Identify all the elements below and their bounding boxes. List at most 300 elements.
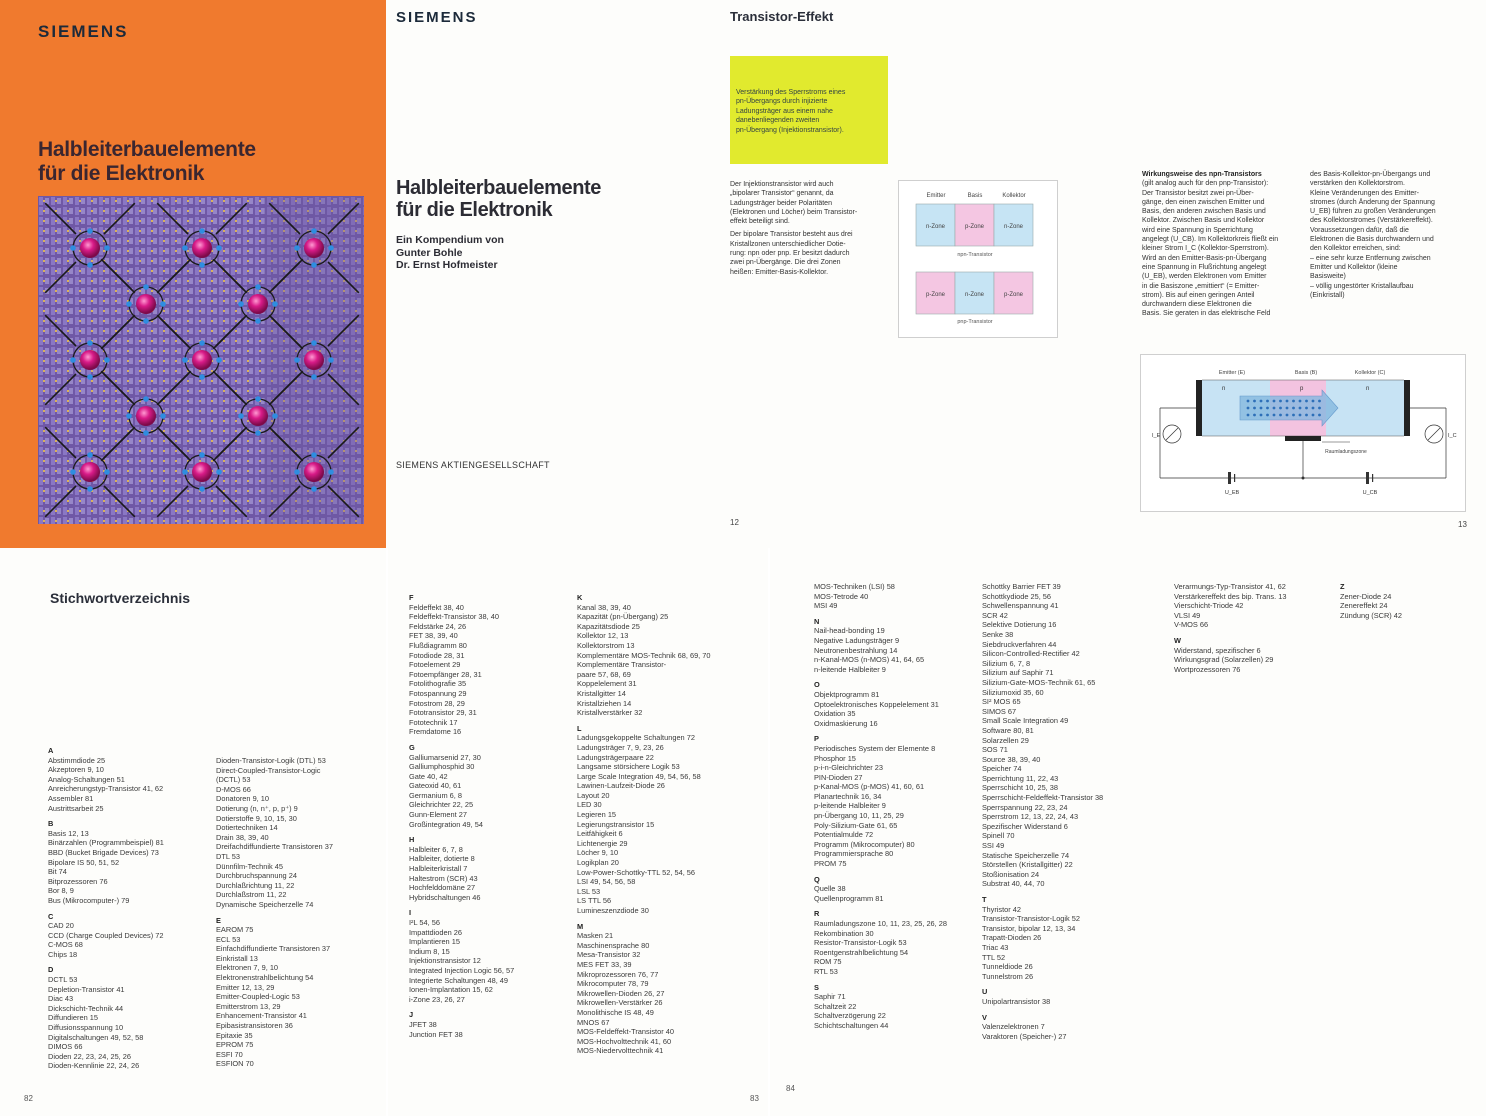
index-entry: Transistor-Transistor-Logik 52 [982, 914, 1081, 924]
index-entry: Injektionstransistor 12 [409, 956, 481, 966]
index-entry: Großintegration 49, 54 [409, 819, 483, 829]
index-entry: Programm (Mikrocomputer) 80 [814, 839, 915, 849]
index-entry: Hybridschaltungen 46 [409, 892, 481, 902]
index-entry: Kanal 38, 39, 40 [577, 602, 631, 612]
index-entry: Hochfelddomäne 27 [409, 883, 476, 893]
index-entry: Chips 18 [48, 949, 78, 959]
index-entry: Potentialmulde 72 [814, 830, 874, 840]
index-entry: Assembler 81 [48, 793, 94, 803]
index-entry: Einkristall 13 [216, 953, 258, 963]
electron-dot [1292, 414, 1295, 417]
valence-electron [199, 452, 205, 458]
index-entry: MSI 49 [814, 601, 838, 611]
electron-dot [1299, 407, 1302, 410]
index-entry: Ionen-Implantation 15, 62 [409, 985, 493, 995]
electron-dot [1260, 407, 1263, 410]
index-entry: n-Kanal-MOS (n-MOS) 41, 64, 65 [814, 655, 925, 665]
index-entry: Source 38, 39, 40 [982, 754, 1041, 764]
index-entry: Dotiertechniken 14 [216, 823, 278, 833]
electron-dot [1318, 400, 1321, 403]
index-entry: Dioden-Transistor-Logik (DTL) 53 [216, 756, 326, 765]
index-entry: Mikrowellen-Verstärker 26 [577, 998, 663, 1008]
index-entry: Digitalschaltungen 49, 52, 58 [48, 1032, 144, 1042]
electron-dot [1286, 400, 1289, 403]
electron-dot [1247, 407, 1250, 410]
author-line-2: Gunter Bohle [396, 246, 463, 259]
valence-electron [311, 374, 317, 380]
valence-electron [160, 301, 166, 307]
index-entry: Negative Ladungsträger 9 [814, 635, 900, 645]
index-entry: paare 57, 68, 69 [577, 669, 631, 679]
index-entry: Junction FET 38 [409, 1029, 463, 1039]
electron-dot [1318, 407, 1321, 410]
atom-core [192, 462, 212, 482]
index-entry: Varaktoren (Speicher-) 27 [982, 1031, 1067, 1041]
index-entry: Planartechnik 16, 34 [814, 791, 882, 801]
index-entry: Selektive Dotierung 16 [982, 620, 1057, 630]
index-entry: Schottkydiode 25, 56 [982, 591, 1052, 601]
electron-dot [1279, 407, 1282, 410]
body-line: Der Injektionstransistor wird auch [730, 181, 834, 188]
body-line: angelegt (U_CB). Im Kollektorkreis fließt ein [1142, 236, 1279, 244]
valence-electron [311, 340, 317, 346]
index-entry: Bor 8, 9 [48, 886, 74, 896]
body-line: zwei pn-Übergänge. Die drei Zonen [730, 259, 841, 267]
index-entry: Maschinensprache 80 [577, 940, 650, 950]
atom-core [192, 350, 212, 370]
index-letter-heading: O [814, 680, 820, 690]
index-letter-heading: A [48, 746, 54, 755]
index-letter-heading: S [814, 982, 819, 992]
index-entry: Periodisches System der Elemente 8 [814, 743, 936, 753]
index-entry: Dünnfilm-Technik 45 [216, 861, 283, 871]
body-line: strom). Bis auf einen geringen Anteil [1142, 291, 1255, 299]
index-column-5 [814, 582, 947, 1031]
index-entry: Austrittsarbeit 25 [48, 803, 104, 813]
valence-electron [294, 469, 300, 475]
valence-electron [199, 228, 205, 234]
index-entry: MOS-Techniken (LSI) 58 [814, 582, 895, 591]
page-12-heading: Transistor-Effekt [730, 9, 834, 24]
index-entry: BBD (Bucket Brigade Devices) 73 [48, 847, 159, 857]
index-entry: Stoßionisation 24 [982, 869, 1040, 879]
index-entry: pn-Übergang 10, 11, 25, 29 [814, 811, 904, 821]
index-entry: Resistor-Transistor-Logik 53 [814, 938, 907, 948]
index-entry: Fototechnik 17 [409, 717, 458, 727]
index-entry: Feldstärke 24, 26 [409, 621, 467, 631]
index-entry: Programmiersprache 80 [814, 849, 894, 859]
body-line: verstärken den Kollektorstrom. [1310, 180, 1405, 188]
index-entry: Integrierte Schaltungen 48, 49 [409, 975, 509, 985]
raumladung-label: Raumladungszone [1325, 449, 1367, 455]
index-entry: Sperrschicht 10, 25, 38 [982, 783, 1059, 793]
index-letter-heading: C [48, 911, 54, 921]
body-line: rung: npn oder pnp. Er besitzt dadurch [730, 250, 850, 258]
body-line: durchwandern diese Elektronen die [1142, 301, 1252, 309]
index-entry: SOS 71 [982, 745, 1008, 755]
index-entry: Haltestrom (SCR) 43 [409, 873, 478, 883]
index-entry: Poly-Silizium-Gate 61, 65 [814, 820, 898, 830]
index-entry: Silicon-Controlled-Rectifier 42 [982, 649, 1080, 659]
index-entry: Triac 43 [982, 942, 1009, 952]
index-entry: Galliumphosphid 30 [409, 762, 475, 772]
index-entry: Lumineszenzdiode 30 [577, 906, 649, 915]
index-entry: Fotostrom 28, 29 [409, 698, 465, 708]
index-entry: Ladungsträger 7, 9, 23, 26 [577, 742, 664, 752]
electron-dot [1312, 414, 1315, 417]
index-entry: Donatoren 9, 10 [216, 794, 270, 804]
atom-core [248, 406, 268, 426]
index-entry: Einfachdiffundierte Transistoren 37 [216, 944, 331, 954]
index-entry: Durchlaßstrom 11, 22 [216, 890, 287, 900]
index-entry: Small Scale Integration 49 [982, 716, 1069, 726]
index-entry: Roentgenstrahlbelichtung 54 [814, 947, 909, 957]
index-entry: Fotoelement 29 [409, 660, 461, 670]
index-entry: Quelle 38 [814, 884, 846, 894]
index-entry: MOS-Feldeffekt-Transistor 40 [577, 1027, 674, 1037]
index-entry: Sperrschicht-Feldeffekt-Transistor 38 [982, 793, 1104, 803]
index-entry: SIMOS 67 [982, 706, 1017, 716]
index-entry: Kapazitätsdiode 25 [577, 621, 640, 631]
valence-electron [199, 340, 205, 346]
index-entry: Durchbruchspannung 24 [216, 871, 297, 881]
definition-line: danebenliegenden zweiten [736, 117, 820, 125]
valence-electron [104, 357, 110, 363]
index-letter-heading: J [409, 1010, 414, 1020]
index-entry: Mesa-Transistor 32 [577, 950, 641, 960]
body-line: gänge, den einen zwischen Emitter und [1142, 198, 1265, 206]
atom-core [80, 462, 100, 482]
page-13 [1098, 0, 1486, 548]
valence-electron [70, 469, 76, 475]
electron-dot [1266, 400, 1269, 403]
atom-core [136, 406, 156, 426]
index-entry: Kapazität (pn-Übergang) 25 [577, 612, 669, 622]
index-entry: Indium 8, 15 [409, 946, 450, 956]
index-entry: n-leitende Halbleiter 9 [814, 664, 886, 674]
index-entry: Masken 21 [577, 931, 614, 941]
index-entry: Emitterstrom 13, 29 [216, 1001, 281, 1011]
index-entry: Phosphor 15 [814, 753, 856, 763]
index-entry: Dickschicht-Technik 44 [48, 1003, 124, 1013]
body-line: Basis. Sie geraten in das elektrische Feld [1142, 310, 1271, 318]
index-entry: Direct-Coupled-Transistor-Logic [216, 765, 321, 775]
page-13-right-text [1310, 170, 1480, 300]
index-entry: Silizium-Gate-MOS-Technik 61, 65 [982, 677, 1096, 687]
index-entry: Gleichrichter 22, 25 [409, 800, 474, 810]
valence-electron [311, 452, 317, 458]
valence-electron [311, 262, 317, 268]
index-entry: Akzeptoren 9, 10 [48, 765, 104, 775]
definition-line: Ladungsträger aus einem nahe [736, 107, 833, 115]
atom-core [192, 238, 212, 258]
index-entry: Spinell 70 [982, 831, 1015, 841]
body-line: Voraussetzungen dafür, daß die [1310, 226, 1409, 234]
index-entry: Trapatt-Dioden 26 [982, 933, 1042, 943]
valence-electron [255, 284, 261, 290]
index-entry: Substrat 40, 44, 70 [982, 879, 1045, 889]
index-letter-heading: I [409, 908, 412, 918]
atom-core [304, 350, 324, 370]
valence-electron [104, 469, 110, 475]
electron-dot [1279, 414, 1282, 417]
body-line: kleiner Strom I_C (Kollektor-Sperrstrom). [1142, 245, 1269, 253]
valence-electron [216, 469, 222, 475]
index-entry: Mikrowellen-Dioden 26, 27 [577, 988, 665, 998]
index-entry: Neutronenbestrahlung 14 [814, 645, 898, 655]
index-entry: Schaltverzögerung 22 [814, 1011, 886, 1021]
title-page-title [396, 177, 601, 221]
index-entry: Ladungsträgerpaare 22 [577, 752, 654, 762]
index-entry: Anreicherungstyp-Transistor 41, 62 [48, 784, 164, 794]
index-entry: CAD 20 [48, 921, 74, 931]
label-kollektor: Kollektor [1002, 193, 1026, 199]
index-entry: Unipolartransistor 38 [982, 996, 1051, 1006]
definition-line: pn-Übergangs durch injizierte [736, 98, 828, 106]
electron-dot [1286, 407, 1289, 410]
label-emitter-e: Emitter (E) [1218, 370, 1246, 376]
valence-electron [255, 318, 261, 324]
index-entry: Siliziumoxid 35, 60 [982, 687, 1044, 697]
index-letter-heading: T [982, 895, 987, 904]
index-entry: Speicher 74 [982, 764, 1022, 774]
body-line: Emitter und Kollektor (kleine [1310, 263, 1398, 271]
zone-label: p-Zone [1003, 292, 1024, 298]
npn-label: npn-Transistor [957, 252, 993, 258]
body-line: heißen: Emitter-Basis-Kollektor. [730, 268, 829, 276]
index-entry: Diac 43 [48, 994, 74, 1004]
index-entry: Siebdruckverfahren 44 [982, 639, 1057, 649]
index-entry: Drain 38, 39, 40 [216, 832, 269, 842]
index-letter-heading: P [814, 734, 819, 744]
index-entry: Fremdatome 16 [409, 727, 462, 737]
valence-electron [126, 301, 132, 307]
index-column-2 [216, 756, 333, 1069]
index-letter-heading: R [814, 909, 820, 919]
author-line-3: Dr. Ernst Hofmeister [396, 259, 498, 271]
index-entry: p-Kanal-MOS (p-MOS) 41, 60, 61 [814, 782, 925, 792]
index-entry: Nail-head-bonding 19 [814, 626, 885, 636]
index-column-8 [1340, 582, 1402, 620]
current-ie: I_E [1152, 433, 1161, 439]
index-entry: MES FET 33, 39 [577, 959, 632, 969]
index-entry: Sperrstrom 12, 13, 22, 24, 43 [982, 812, 1079, 822]
page-number-83: 83 [750, 1094, 759, 1103]
index-entry: ESFION 70 [216, 1059, 254, 1069]
index-entry: Flußdiagramm 80 [409, 640, 467, 650]
electron-dot [1286, 414, 1289, 417]
index-entry: Solarzellen 29 [982, 735, 1029, 745]
index-entry: Feldeffekt 38, 40 [409, 602, 464, 612]
index-entry: Kristallverstärker 32 [577, 708, 643, 718]
index-entry: Gunn-Element 27 [409, 810, 467, 820]
index-entry: Sperrspannung 22, 23, 24 [982, 802, 1068, 812]
index-letter-heading: N [814, 616, 820, 626]
valence-electron [182, 357, 188, 363]
index-entry: Silizium 6, 7, 8 [982, 658, 1031, 668]
index-entry: p-i-n-Gleichrichter 23 [814, 763, 884, 773]
index-entry: Monolithische IS 48, 49 [577, 1007, 654, 1017]
electron-dot [1305, 407, 1308, 410]
index-entry: Fotolithografie 35 [409, 679, 467, 689]
index-entry: Schottky Barrier FET 39 [982, 582, 1061, 591]
index-entry: Schwellenspannung 41 [982, 601, 1059, 611]
valence-electron [199, 262, 205, 268]
transistor-circuit-diagram [1140, 354, 1466, 512]
electron-dot [1299, 400, 1302, 403]
electron-dot [1273, 414, 1276, 417]
electron-dot [1247, 414, 1250, 417]
valence-electron [87, 228, 93, 234]
electron-dot [1299, 414, 1302, 417]
index-entry: MOS-Hochvolttechnik 41, 60 [577, 1036, 672, 1046]
valence-electron [182, 245, 188, 251]
index-entry: Bit 74 [48, 867, 67, 877]
index-entry: Lichtenergie 29 [577, 838, 628, 848]
index-entry: Zenereffekt 24 [1340, 601, 1388, 611]
index-entry: Langsame störsichere Logik 53 [577, 762, 680, 772]
index-entry: Software 80, 81 [982, 725, 1034, 735]
index-entry: Basis 12, 13 [48, 828, 89, 838]
index-letter-heading: L [577, 723, 582, 733]
label-basis-b: Basis (B) [1294, 370, 1318, 376]
index-entry: Spezifischer Widerstand 6 [982, 821, 1068, 831]
atom-core [304, 462, 324, 482]
index-entry: DIMOS 66 [48, 1042, 83, 1052]
body-line: (Elektronen und Löcher) beim Transistor- [730, 208, 858, 216]
valence-electron [87, 486, 93, 492]
body-line: Kollektor. Zwischen Basis und Kollektor [1142, 217, 1265, 225]
index-entry: Verarmungs-Typ-Transistor 41, 62 [1174, 582, 1286, 591]
index-entry: Fotodiode 28, 31 [409, 650, 465, 660]
index-letter-heading: H [409, 835, 415, 845]
zone-label: p-Zone [925, 292, 946, 298]
atom-core [304, 238, 324, 258]
index-letter-heading: M [577, 921, 584, 931]
index-entry: MNOS 67 [577, 1017, 610, 1027]
index-entry: SCR 42 [982, 610, 1008, 620]
valence-electron [143, 318, 149, 324]
electron-dot [1266, 407, 1269, 410]
electron-dot [1318, 414, 1321, 417]
index-entry: Fotospannung 29 [409, 688, 467, 698]
index-entry: SSI 49 [982, 841, 1005, 851]
zone-n-left: n [1222, 386, 1226, 392]
index-entry: Impattdioden 26 [409, 927, 463, 937]
page-12 [714, 0, 1098, 548]
index-entry: Zener-Diode 24 [1340, 591, 1392, 601]
index-entry: Bipolare IS 50, 51, 52 [48, 857, 120, 867]
index-letter-heading: G [409, 742, 415, 752]
index-entry: Senke 38 [982, 629, 1014, 639]
valence-electron [143, 396, 149, 402]
index-entry: LS TTL 56 [577, 896, 612, 906]
index-entry: Integrated Injection Logic 56, 57 [409, 965, 515, 975]
index-entry: Dioden-Kennlinie 22, 24, 26 [48, 1061, 140, 1071]
body-line: in die Basiszone „emittiert“ (= Emitter- [1142, 282, 1260, 290]
page-number-12: 12 [730, 518, 739, 527]
voltage-ucb: U_CB [1362, 490, 1378, 496]
index-entry: Saphir 71 [814, 992, 846, 1002]
index-entry: ROM 75 [814, 957, 842, 967]
index-entry: Halbleiter, dotierte 8 [409, 854, 475, 864]
electron-dot [1312, 407, 1315, 410]
valence-electron [199, 486, 205, 492]
index-letter-heading: Z [1340, 582, 1345, 591]
index-entry: Tunneldiode 26 [982, 962, 1033, 972]
page-number-82: 82 [24, 1094, 33, 1103]
body-line: Kleine Veränderungen des Emitter- [1310, 189, 1419, 197]
valence-electron [272, 301, 278, 307]
index-entry: DTL 53 [216, 851, 240, 861]
index-entry: Logikplan 20 [577, 858, 619, 868]
index-entry: Statische Speicherzelle 74 [982, 850, 1070, 860]
title-page-authors [396, 234, 504, 272]
title-page [386, 0, 714, 548]
index-entry: Epitaxie 35 [216, 1030, 253, 1040]
index-entry: SI² MOS 65 [982, 697, 1021, 707]
index-entry: C-MOS 68 [48, 940, 83, 950]
page-13-left-text [1142, 179, 1306, 318]
index-letter-heading: V [982, 1012, 987, 1022]
index-entry: VLSI 49 [1174, 610, 1201, 620]
index-column-7 [1174, 582, 1286, 674]
index-entry: EPROM 75 [216, 1040, 254, 1050]
definition-line: Verstärkung des Sperrstroms eines [736, 89, 846, 96]
index-entry: Elektronenstrahlbelichtung 54 [216, 973, 314, 983]
electron-dot [1305, 414, 1308, 417]
zone-label: p-Zone [964, 224, 985, 230]
index-entry: Kristallziehen 14 [577, 698, 632, 708]
index-entry: Implantieren 15 [409, 937, 460, 947]
valence-electron [255, 396, 261, 402]
atom-core [248, 294, 268, 314]
voltage-ueb: U_EB [1224, 490, 1240, 496]
index-entry: Koppelelement 31 [577, 679, 637, 689]
index-entry: Emitter 12, 13, 29 [216, 982, 275, 992]
index-entry: Löcher 9, 10 [577, 848, 619, 858]
body-line: Wird an den Emitter-Basis-pn-Übergang [1142, 254, 1267, 262]
electron-dot [1273, 407, 1276, 410]
index-entry: Widerstand, spezifischer 6 [1174, 645, 1261, 655]
index-entry: Fotoempfänger 28, 31 [409, 669, 482, 679]
title-page-brand: SIEMENS [396, 9, 478, 26]
zone-n-right: n [1366, 386, 1370, 392]
index-entry: Legieren 15 [577, 810, 617, 820]
valence-electron [311, 486, 317, 492]
index-entry: Thyristor 42 [982, 904, 1022, 914]
valence-electron [294, 357, 300, 363]
index-page-82 [0, 548, 386, 1116]
valence-electron [328, 469, 334, 475]
body-line: den Kollektor erreichen, sind: [1310, 245, 1401, 253]
current-ic: I_C [1448, 433, 1457, 439]
body-line: (Einkristall) [1310, 291, 1345, 299]
index-entry: Vierschicht-Triode 42 [1174, 601, 1244, 611]
body-line: Der Transistor besitzt zwei pn-Über- [1142, 189, 1254, 197]
body-line: U_EB) führen zu großen Veränderungen [1310, 208, 1436, 216]
index-entry: Depletion-Transistor 41 [48, 984, 125, 994]
index-entry: Large Scale Integration 49, 54, 56, 58 [577, 771, 701, 781]
index-entry: Kollektorstrom 13 [577, 640, 635, 650]
electron-dot [1292, 407, 1295, 410]
index-column-3 [409, 593, 514, 1039]
valence-electron [143, 430, 149, 436]
index-entry: JFET 38 [409, 1019, 437, 1029]
index-letter-heading: W [1174, 635, 1181, 645]
index-entry: Kristallgitter 14 [577, 688, 626, 698]
electron-dot [1279, 400, 1282, 403]
